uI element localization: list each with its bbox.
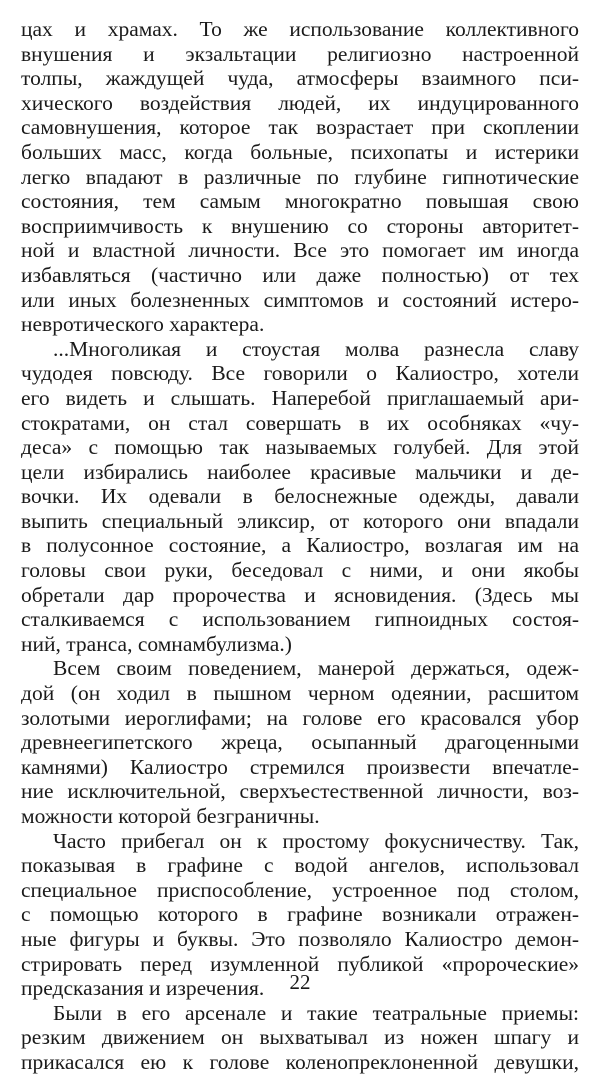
text-line: цах и храмах. То же использование коллективного — [21, 17, 579, 41]
text-line: показывая в графине с водой ангелов, использовал — [21, 853, 579, 878]
text-line: головы свои руки, беседовал с ними, и они якобы — [21, 558, 579, 583]
text-line: можности которой безграничны. — [21, 804, 320, 828]
text-line: специальное приспособление, устроенное под столом, — [21, 877, 579, 902]
text-line: цели избирались наиболее красивые мальчики и де- — [21, 459, 579, 484]
text-line: золотыми иероглифами; на голове его красовался убор — [21, 705, 579, 730]
text-line: в полусонное состояние, а Калиостро, возлагая им на — [21, 533, 579, 558]
text-line: Были в его арсенале и такие театральные приемы: — [53, 1000, 579, 1025]
text-line: невротического характера. — [21, 312, 265, 337]
text-line: стрировать перед изумленной публикой «пророческие» — [21, 951, 579, 976]
text-line: ...Многоликая и стоустая молва разнесла славу — [53, 336, 579, 361]
text-line: или иных болезненных симптомов и состояний истеро- — [21, 287, 579, 312]
text-line: резким движением он выхватывал из ножен шпагу и — [21, 1025, 579, 1050]
text-line: ний, транса, сомнамбулизма.) — [21, 631, 292, 656]
text-line: древнеегипетского жреца, осыпанный драгоценными — [21, 730, 579, 755]
text-line: предсказания и изречения. — [21, 976, 265, 1001]
text-line: Всем своим поведением, манерой держаться, одеж- — [53, 656, 579, 681]
text-line: его видеть и слышать. Наперебой приглашаемый ари- — [21, 385, 579, 410]
text-line: вочки. Их одевали в белоснежные одежды, давали — [21, 484, 579, 509]
text-line: дой (он ходил в пышном черном одеянии, расшитом — [21, 681, 579, 706]
text-line: самовнушения, которое так возрастает при скоплении — [21, 115, 579, 140]
text-line: ние исключительной, сверхъестественной личности, воз- — [21, 779, 579, 804]
text-line: избавляться (частично или даже полностью) от тех — [21, 262, 579, 287]
text-line: ные фигуры и буквы. Это позволяло Калиостро демон- — [21, 926, 579, 951]
text-line: толпы, жаждущей чуда, атмосферы взаимного пси- — [21, 66, 579, 91]
text-line: деса» с помощью так называемых голубей. Для этой — [21, 435, 579, 460]
text-line: сталкиваемся с использованием гипноидных состоя- — [21, 607, 579, 632]
page-body — [21, 17, 579, 1075]
text-line: прикасался ею к голове коленопреклоненной девушки, — [21, 1049, 579, 1074]
text-line: чудодея повсюду. Все говорили о Калиостро, хотели — [21, 361, 579, 386]
text-line: стократами, он стал совершать в их особняках «чу- — [21, 410, 579, 435]
text-line: легко впадают в различные по глубине гипнотические — [21, 164, 579, 189]
text-line: восприимчивость к внушению со стороны авторитет- — [21, 213, 579, 238]
text-line: с помощью которого в графине возникали отражен- — [21, 902, 579, 927]
text-line: Часто прибегал он к простому фокусничеству. Так, — [53, 828, 579, 853]
text-line: состояния, тем самым многократно повышая свою — [21, 189, 579, 214]
text-line: выпить специальный эликсир, от которого они впадали — [21, 508, 579, 533]
text-line: камнями) Калиостро стремился произвести впечатле- — [21, 754, 579, 779]
text-line: ной и властной личности. Все это помогает им иногда — [21, 238, 579, 263]
text-line: внушения и экзальтации религиозно настроенной — [21, 41, 579, 66]
text-line: больших масс, когда больные, психопаты и истерики — [21, 139, 579, 164]
text-line: хического воздействия людей, их индуцированного — [21, 90, 579, 115]
page-number: 22 — [289, 970, 311, 994]
text-line: обретали дар пророчества и ясновидения. (Здесь мы — [21, 582, 579, 607]
